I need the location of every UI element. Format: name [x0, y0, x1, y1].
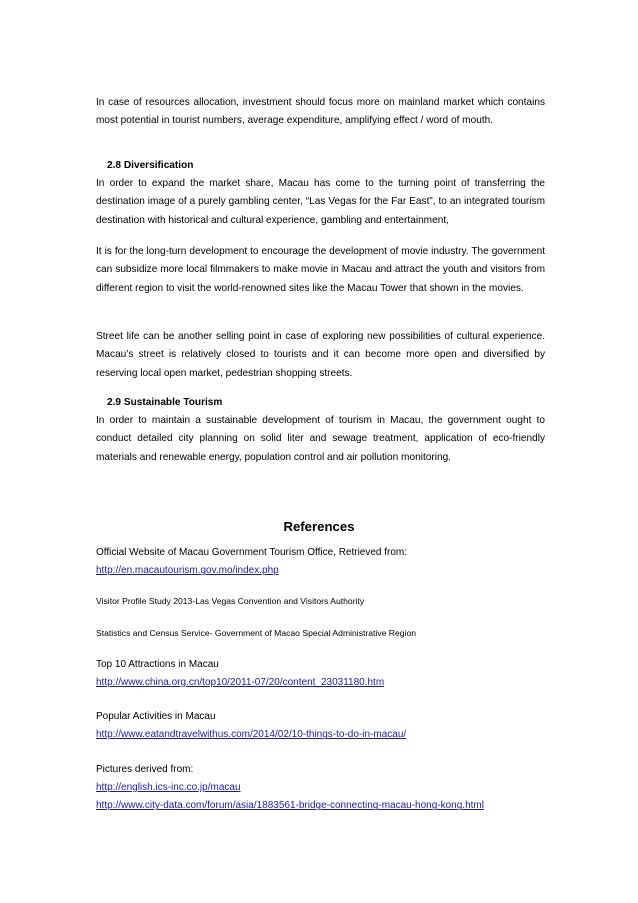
section-number: 2.8 — [107, 160, 122, 171]
reference-link[interactable]: http://www.city-data.com/forum/asia/1883561-bridge-connecting-macau-hong-kong.html — [96, 800, 484, 812]
reference-item — [96, 761, 566, 816]
section-number: 2.9 — [107, 397, 122, 408]
reference-link[interactable]: http://en.macautourism.gov.mo/index.php — [96, 565, 279, 577]
reference-item — [96, 593, 566, 609]
reference-text: Pictures derived from: — [96, 763, 194, 775]
reference-text: Top 10 Attractions in Macau — [96, 658, 219, 670]
reference-item — [96, 544, 566, 581]
reference-text: Visitor Profile Study 2013-Las Vegas Convention and Visitors Authority — [96, 595, 365, 606]
reference-link[interactable]: http://www.eatandtravelwithus.com/2014/02/10-things-to-do-in-macau/ — [96, 729, 407, 741]
references-title: References — [283, 519, 355, 534]
reference-item — [96, 656, 566, 693]
section-sustainable-tourism — [96, 394, 545, 467]
reference-item — [96, 708, 566, 745]
reference-text: Statistics and Census Service- Government of Macao Special Administrative Region — [96, 627, 417, 638]
section-title: Diversification — [123, 160, 194, 171]
section-diversification — [96, 157, 545, 230]
reference-text: Popular Activities in Macau — [96, 711, 216, 723]
references-list — [96, 544, 566, 816]
paragraph-block — [96, 243, 545, 298]
intro-paragraph: In case of resources allocation, investment should focus more on mainland market which contains most potential in tourist numbers, average expenditure, amplifying effect / word of mouth. — [96, 97, 545, 127]
reference-item — [96, 625, 566, 641]
section-title: Sustainable Tourism — [123, 397, 223, 408]
section-heading — [96, 157, 545, 175]
reference-link[interactable]: http://english.ics-inc.co.jp/macau — [96, 782, 241, 794]
reference-text: Official Website of Macau Government Tourism Office, Retrieved from: — [96, 547, 408, 558]
intro-block — [96, 94, 545, 131]
paragraph-movie-industry: It is for the long-turn development to encourage the development of movie industry. The government can subsidize more local filmmakers to make movie in Macau and attract the youth and visitors from different region to visit the world-renowned sites like the Macau Tower that shown in the movies. — [96, 246, 545, 294]
paragraph-block — [96, 328, 545, 383]
paragraph-sustainable: In order to maintain a sustainable development of tourism in Macau, the government ought to conduct detailed city planning on solid liter and sewage treatment, application of eco-friendly materials and renewable energy, population control and air pollution monitoring. — [96, 415, 545, 463]
section-heading — [96, 394, 545, 412]
reference-link[interactable]: http://www.china.org.cn/top10/2011-07/20/content_23031180.htm — [96, 676, 385, 688]
paragraph-market-share: In order to expand the market share, Macau has come to the turning point of transferring the destination image of a purely gambling center, “Las Vegas for the Far East”, to an integrated tourism destination with historical and cultural experience, gambling and entertainment, — [96, 178, 545, 226]
paragraph-street-life: Street life can be another selling point in case of exploring new possibilities of cultural experience. Macau’s street is relatively closed to tourists and it can become more open and diversified by reserving local open market, pedestrian shopping streets. — [96, 331, 545, 379]
